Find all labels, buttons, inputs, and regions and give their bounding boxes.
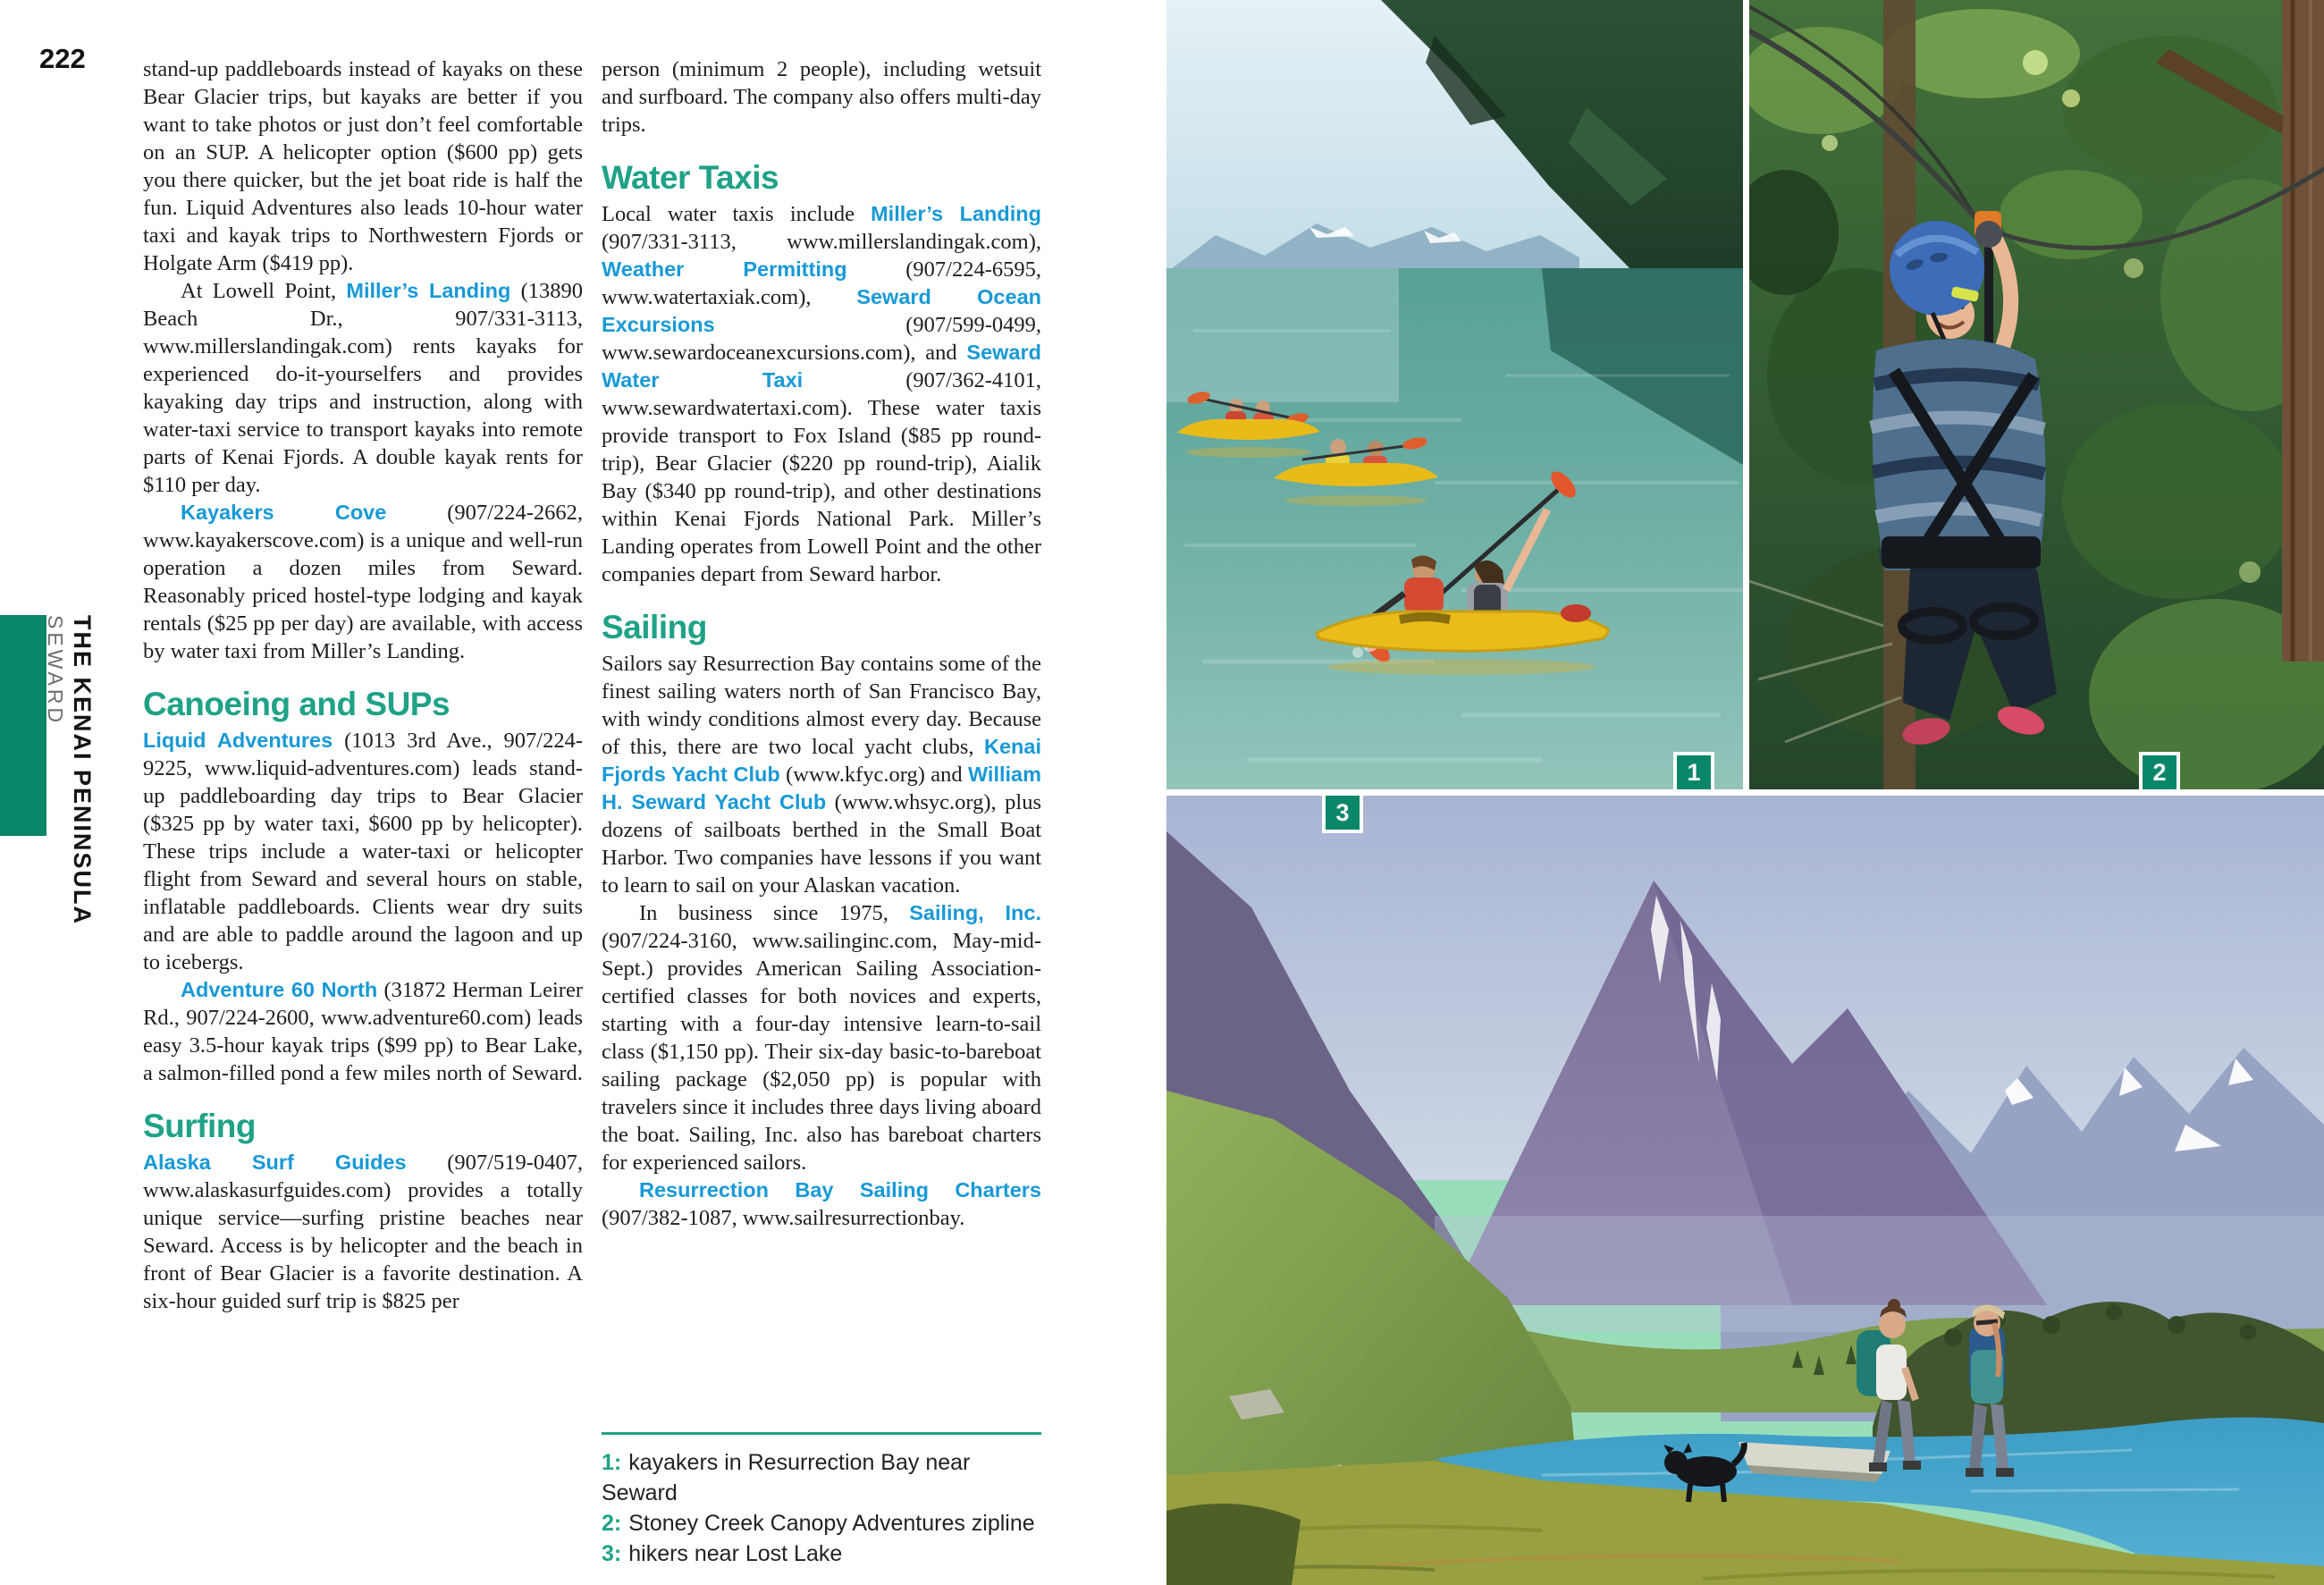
photo-badge-number: 2 — [2143, 755, 2177, 789]
body-text: (907/519-0407, www.alaskasurfguides.com) provides a totally unique service—surfing pristine beaches near Seward. Access is by helicopter and the beach in front of Bear Glacier is a favorite destination. A six-hour guided surf trip is $825 per — [143, 1151, 583, 1313]
caption-text: hikers near Lost Lake — [628, 1541, 843, 1566]
body-text: (907/224-2662, www.kayakerscove.com) is a unique and well-run operation a dozen miles from Seward. Reasonably priced hostel-type lodging and kayak rentals ($25 pp per day) are available, with access by water taxi from Miller’s Landing. — [143, 501, 583, 663]
body-text: person (minimum 2 people), including wetsuit and surfboard. The company also offers multi-day trips. — [602, 57, 1041, 137]
body-text: At Lowell Point, — [181, 279, 347, 303]
body-text: (907/362-4101, www.sewardwatertaxi.com). These water taxis provide transport to Fox Island ($85 pp round-trip), Bear Glacier ($220 pp round-trip), Aialik Bay ($340 pp round-trip), and other destinations within Kenai Fjords National Park. Miller’s Landing operates from Lowell Point and the other companies depart from Seward harbor. — [602, 368, 1041, 586]
body-text: (907/224-6595, www.watertaxiak.com), — [602, 257, 1041, 309]
sidebar-chapter-label: THE KENAI PENINSULA — [69, 615, 96, 926]
paragraph — [602, 200, 1041, 588]
body-text: stand-up paddleboards instead of kayaks on these Bear Glacier trips, but kayaks are better if you want to take photos or just don’t feel comfortable on an SUP. A helicopter option ($600 pp) gets you there quicker, but the jet boat ride is half the fun. Liquid Adventures also leads 10-hour water taxi and kayak trips to Northwestern Fjords or Holgate Arm ($419 pp). — [143, 57, 583, 275]
business-name: Alaska Surf Guides — [143, 1151, 407, 1174]
photo-badge-number: 1 — [1677, 755, 1711, 789]
right-text-column — [602, 55, 1041, 1232]
paragraph — [143, 1149, 583, 1315]
photo-captions — [602, 1432, 1041, 1569]
photo2-glove — [1975, 221, 2002, 248]
body-text: (907/382-1087, www.sailresurrectionbay. — [602, 1206, 965, 1230]
section-heading-surfing: Surfing — [143, 1108, 256, 1144]
photo1-sky-reflection — [1166, 268, 1399, 402]
section-heading-water-taxis: Water Taxis — [602, 159, 779, 196]
photo-badge-2 — [2139, 752, 2180, 789]
photo3-bushes — [1166, 1504, 1301, 1585]
business-name: Liquid Adventures — [143, 729, 333, 752]
paragraph — [602, 650, 1041, 899]
caption-number: 2: — [602, 1511, 622, 1536]
business-name: Kenai Fjords Yacht Club — [602, 735, 1041, 786]
photo-zipline-kid — [1749, 0, 2324, 789]
photo-badge-number: 3 — [1326, 796, 1360, 830]
business-name: Seward Ocean Excursions — [602, 285, 1041, 336]
caption-1 — [602, 1447, 1041, 1508]
paragraph — [602, 1176, 1041, 1232]
section-heading-canoeing-sups: Canoeing and SUPs — [143, 686, 450, 722]
body-text: In business since 1975, — [639, 901, 910, 925]
paragraph — [602, 899, 1041, 1176]
body-text: (907/224-3160, www.sailinginc.com, May-mid-Sept.) provides American Sailing Association-certified classes for both novices and experts, starting with a four-day intensive learn-to-sail class ($1,150 pp). Their six-day basic-to-bareboat sailing package ($2,050 pp) is popular with travelers since it includes three days living aboard the boat. Sailing, Inc. also has bareboat charters for experienced sailors. — [602, 929, 1041, 1175]
paragraph — [143, 55, 583, 277]
business-name: William H. Seward Yacht Club — [602, 763, 1041, 814]
body-text: (www.kfyc.org) and — [779, 763, 968, 787]
sidebar-section-label: SEWARD — [44, 615, 67, 727]
caption-number: 1: — [602, 1450, 622, 1475]
paragraph — [602, 55, 1041, 139]
paragraph — [143, 727, 583, 976]
caption-3 — [602, 1539, 1041, 1569]
caption-2 — [602, 1508, 1041, 1539]
chapter-tab-color-block — [0, 615, 46, 836]
paragraph — [143, 976, 583, 1087]
page-number: 222 — [39, 43, 86, 74]
business-name: Miller’s Landing — [871, 202, 1041, 225]
business-name: Adventure 60 North — [181, 978, 378, 1001]
photo-kayakers-resurrection-bay — [1166, 0, 1743, 789]
photo-badge-3 — [1322, 796, 1363, 833]
paragraph — [143, 277, 583, 499]
left-text-column — [143, 55, 583, 1315]
photo-hikers-lost-lake — [1166, 796, 2324, 1585]
section-heading-sailing: Sailing — [602, 609, 707, 645]
caption-text: kayakers in Resurrection Bay near Seward — [602, 1450, 971, 1505]
body-text: (907/331-3113, www.millerslandingak.com), — [602, 230, 1041, 254]
business-name: Weather Permitting — [602, 257, 847, 281]
business-name: Kayakers Cove — [181, 501, 387, 524]
body-text: (13890 Beach Dr., 907/331-3113, www.millerslandingak.com) rents kayaks for experienced do-it-yourselfers and provides kayaking day trips and instruction, along with water-taxi service to transport kayaks into remote parts of Kenai Fjords. A double kayak rents for $110 per day. — [143, 279, 583, 497]
business-name: Sailing, Inc. — [909, 901, 1041, 924]
photo2-harness-waist — [1882, 536, 2041, 569]
business-name: Miller’s Landing — [346, 279, 511, 302]
caption-text: Stoney Creek Canopy Adventures zipline — [628, 1511, 1035, 1536]
business-name: Seward Water Taxi — [602, 341, 1041, 392]
paragraph — [143, 499, 583, 665]
caption-number: 3: — [602, 1541, 622, 1566]
body-text: (1013 3rd Ave., 907/224-9225, www.liquid-adventures.com) leads stand-up paddleboarding day trips to Bear Glacier ($325 pp by water taxi, $600 pp by helicopter). These trips include a water-taxi or helicopter flight from Seward and several hours on stable, inflatable paddleboards. Clients wear dry suits and are able to paddle around the lagoon and up to icebergs. — [143, 729, 583, 974]
body-text: (www.whsyc.org), plus dozens of sailboats berthed in the Small Boat Harbor. Two companies have lessons if you want to learn to sail on your Alaskan vacation. — [602, 790, 1041, 898]
caption-divider-rule — [602, 1432, 1041, 1435]
body-text: (31872 Herman Leirer Rd., 907/224-2600, www.adventure60.com) leads easy 3.5-hour kayak trips ($99 pp) to Bear Lake, a salmon-filled pond a few miles north of Seward. — [143, 978, 583, 1085]
body-text: Sailors say Resurrection Bay contains some of the finest sailing waters north of San Francisco Bay, with windy conditions almost every day. Because of this, there are two local yacht clubs, — [602, 652, 1041, 759]
photo-badge-1 — [1673, 752, 1714, 789]
body-text: Local water taxis include — [602, 202, 872, 226]
body-text: (907/599-0499, www.sewardoceanexcursions.com), and — [602, 313, 1041, 365]
business-name: Resurrection Bay Sailing Charters — [639, 1178, 1041, 1201]
